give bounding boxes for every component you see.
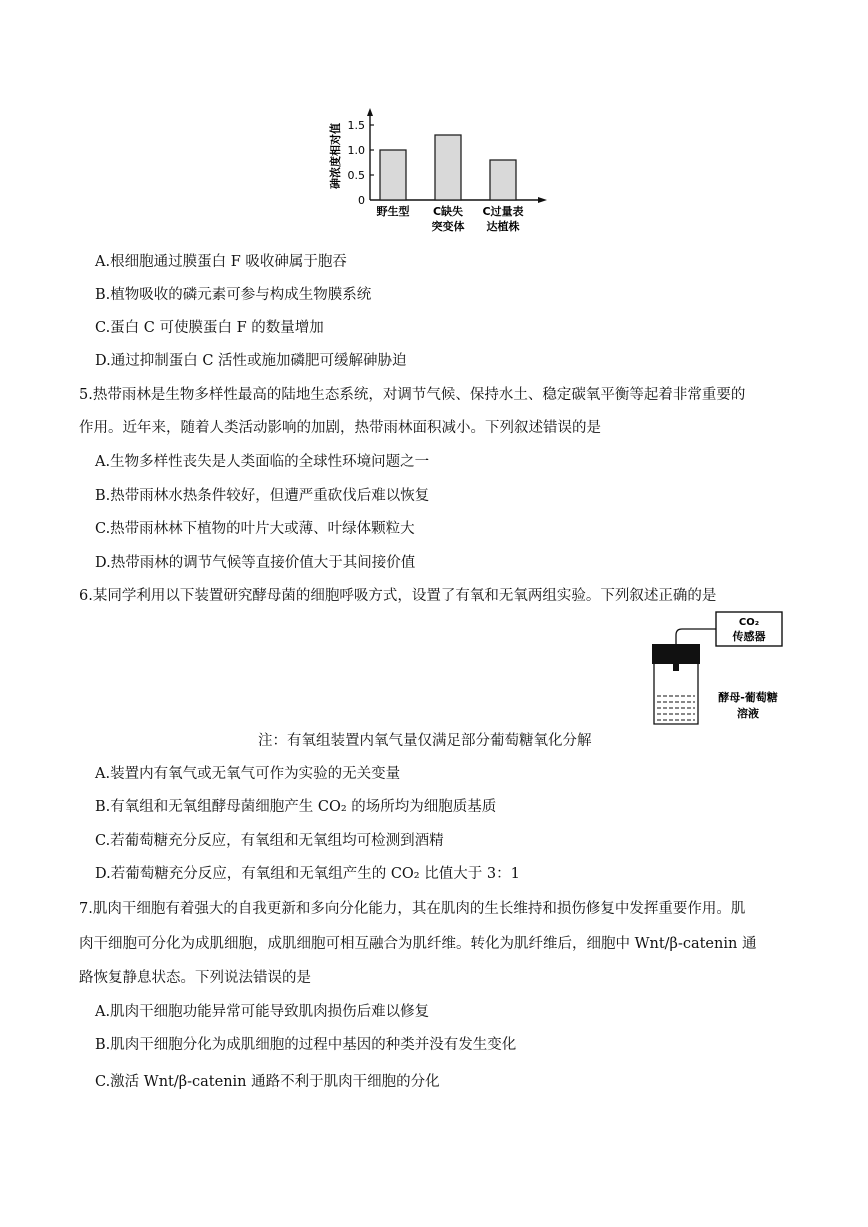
yeast-glucose-solution: [657, 696, 695, 720]
q4-option-a: A.根细胞通过膜蛋白 F 吸收砷属于胞吞: [95, 254, 347, 270]
chart-category-label: C缺失: [432, 205, 464, 218]
q6-stem: 6.某同学利用以下装置研究酵母菌的细胞呼吸方式，设置了有氧和无氧两组实验。下列叙述正确的是: [79, 588, 717, 604]
q5-stem-line-1: 5.热带雨林是生物多样性最高的陆地生态系统，对调节气候、保持水土、稳定碳氧平衡等起着非常重要的: [79, 387, 746, 403]
q6-option-d: D.若葡萄糖充分反应，有氧组和无氧组产生的 CO₂ 比值大于 3：1: [95, 866, 520, 882]
q6-option-a: A.装置内有氧气或无氧气可作为实验的无关变量: [95, 766, 401, 782]
chart-category-label: C过量表: [482, 205, 524, 218]
chart-bar: [490, 160, 516, 200]
arsenic-bar-chart: [325, 108, 555, 243]
q5-option-c: C.热带雨林林下植物的叶片大或薄、叶绿体颗粒大: [95, 521, 415, 537]
q7-option-b: B.肌肉干细胞分化为成肌细胞的过程中基因的种类并没有发生变化: [95, 1037, 517, 1053]
q7-stem-line-2: 肉干细胞可分化为成肌细胞，成肌细胞可相互融合为肌纤维。转化为肌纤维后，细胞中 Wnt/β-catenin 通: [79, 936, 757, 952]
chart-y-tick-label: 1.0: [347, 144, 365, 157]
sensor-probe: [673, 664, 679, 671]
chart-bar: [435, 135, 461, 200]
chart-y-axis-label-text: 砷浓度相对值: [329, 123, 342, 189]
q6-option-c: C.若葡萄糖充分反应，有氧组和无氧组均可检测到酒精: [95, 833, 444, 849]
chart-category-label: 突变体: [431, 220, 465, 233]
q5-option-a: A.生物多样性丧失是人类面临的全球性环境问题之一: [95, 454, 430, 470]
q6-note: 注：有氧组装置内氧气量仅满足部分葡萄糖氧化分解: [258, 733, 592, 749]
chart-y-tick-label: 0.5: [347, 169, 365, 182]
q5-option-b: B.热带雨林水热条件较好，但遭严重砍伐后难以恢复: [95, 488, 430, 504]
q7-stem-line-3: 路恢复静息状态。下列说法错误的是: [79, 970, 311, 986]
co2-sensor-label-line1: CO₂: [738, 617, 760, 628]
yeast-respiration-apparatus: [640, 610, 790, 728]
bottle-body: [654, 664, 698, 724]
q7-option-a: A.肌肉干细胞功能异常可能导致肌肉损伤后难以修复: [95, 1004, 430, 1020]
q5-stem-line-2: 作用。近年来，随着人类活动影响的加剧，热带雨林面积减小。下列叙述错误的是: [79, 420, 601, 436]
chart-x-axis-arrow: [538, 197, 547, 203]
q6-option-b: B.有氧组和无氧组酵母菌细胞产生 CO₂ 的场所均为细胞质基质: [95, 799, 497, 815]
q4-option-c: C.蛋白 C 可使膜蛋白 F 的数量增加: [95, 320, 324, 336]
q5-option-d: D.热带雨林的调节气候等直接价值大于其间接价值: [95, 555, 416, 571]
q4-option-b: B.植物吸收的磷元素可参与构成生物膜系统: [95, 287, 372, 303]
chart-y-tick-label: 1.5: [347, 119, 365, 132]
co2-sensor-label-line2: 传感器: [732, 630, 766, 643]
chart-bar: [380, 150, 406, 200]
q7-stem-line-1: 7.肌肉干细胞有着强大的自我更新和多向分化能力，其在肌肉的生长维持和损伤修复中发挥重要作用。肌: [79, 901, 746, 917]
chart-category-label: 野生型: [376, 205, 410, 218]
chart-y-axis-arrow: [367, 108, 373, 116]
solution-label-line1: 酵母-葡萄糖: [718, 691, 778, 704]
chart-category-label: 达植株: [486, 220, 520, 233]
bottle-stopper: [652, 644, 700, 664]
chart-y-axis-label: [328, 123, 342, 189]
chart-y-tick-label: 0: [358, 194, 365, 207]
q7-option-c: C.激活 Wnt/β-catenin 通路不利于肌肉干细胞的分化: [95, 1074, 440, 1090]
q4-option-d: D.通过抑制蛋白 C 活性或施加磷肥可缓解砷胁迫: [95, 353, 407, 369]
solution-label-line2: 溶液: [737, 707, 759, 720]
